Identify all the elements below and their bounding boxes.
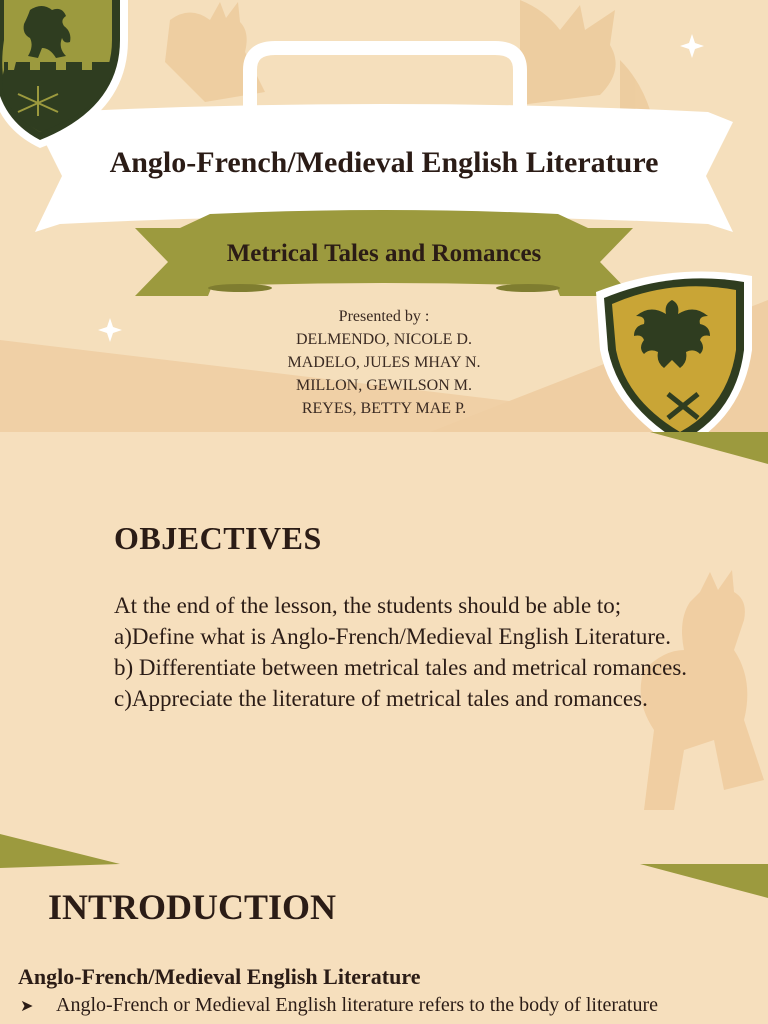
presenter-name: MADELO, JULES MHAY N.	[287, 354, 481, 371]
presented-by-label: Presented by :	[338, 308, 430, 325]
presenter-name: MILLON, GEWILSON M.	[296, 377, 472, 394]
presenter-name: REYES, BETTY MAE P.	[301, 400, 467, 417]
title-slide	[0, 0, 768, 432]
objectives-list	[114, 590, 754, 714]
objective-item: a)Define what is Anglo-French/Medieval English Literature.	[114, 624, 671, 649]
presenter-list	[0, 305, 768, 420]
objective-item: b) Differentiate between metrical tales and metrical romances.	[114, 655, 688, 680]
introduction-slide	[0, 864, 768, 1024]
introduction-subheading: Anglo-French/Medieval English Literature	[18, 964, 421, 989]
page-title: Anglo-French/Medieval English Literature	[109, 146, 659, 179]
page-subtitle: Metrical Tales and Romances	[226, 240, 542, 267]
arrow-bullet-icon: ➤	[20, 996, 34, 1015]
objectives-slide	[0, 432, 768, 864]
bullet-text: Anglo-French or Medieval English literature refers to the body of literature	[56, 994, 659, 1016]
objective-item: c)Appreciate the literature of metrical tales and romances.	[114, 686, 648, 711]
bullet-item	[20, 994, 760, 1017]
presenter-name: DELMENDO, NICOLE D.	[296, 331, 472, 348]
introduction-heading: INTRODUCTION	[48, 887, 337, 927]
deer-silhouette-icon	[165, 0, 650, 120]
objectives-heading: OBJECTIVES	[114, 520, 322, 556]
objective-intro: At the end of the lesson, the students should be able to;	[114, 593, 622, 618]
